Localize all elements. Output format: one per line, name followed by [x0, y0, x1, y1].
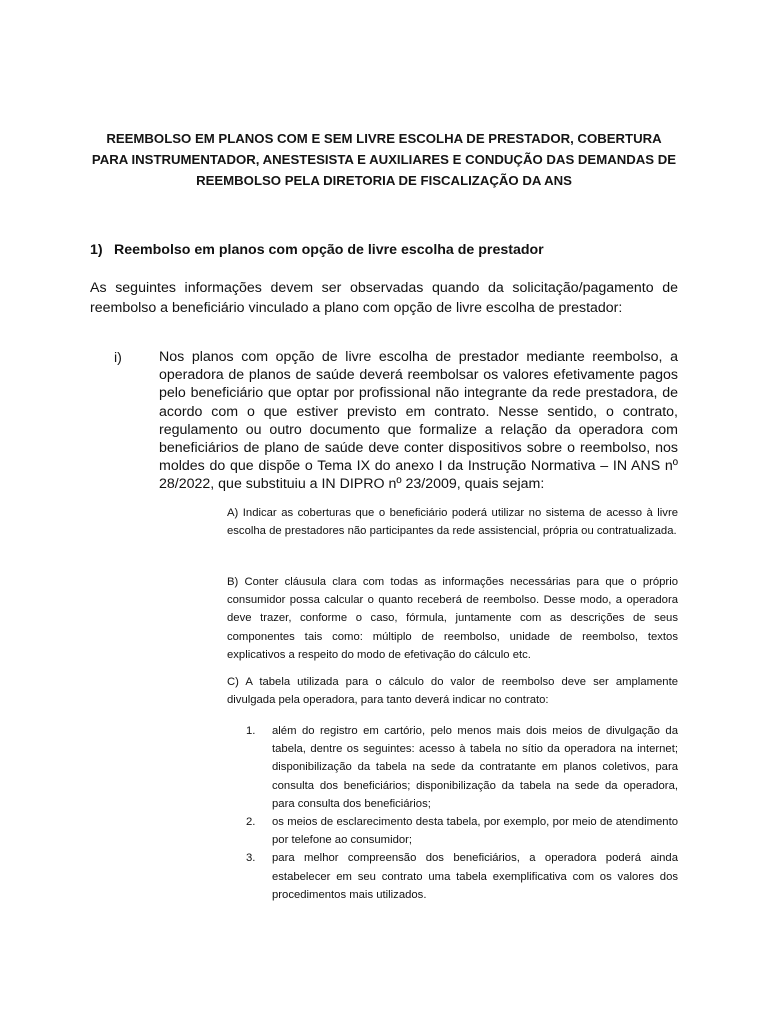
list-item-number: 1. — [246, 725, 256, 737]
item-paragraph: Nos planos com opção de livre escolha de prestador mediante reembolso, a operadora de planos de saúde deverá reembolsar os valores efetivamente pagos pelo beneficiário que optar por profissional não integrante da rede prestadora, de acordo com o que estiver previsto em contrato. Nesse sentido, o contrato, regulamento ou outro documento que formalize a relação da operadora com beneficiários de plano de saúde deve conter dispositivos sobre o reembolso, nos moldes do que dispõe o Tema IX do anexo I da Instrução Normativa – IN ANS nº 28/2022, que substituiu a IN DIPRO nº 23/2009, quais sejam: — [159, 349, 678, 493]
intro-paragraph: As seguintes informações devem ser observadas quando da solicitação/pagamento de reembolso a beneficiário vinculado a plano com opção de livre escolha de prestador: — [90, 280, 678, 316]
list-item-number: 3. — [246, 852, 256, 865]
quote-paragraph-b: B) Conter cláusula clara com todas as informações necessárias para que o próprio consumidor possa calcular o quanto receberá de reembolso. Desse modo, a operadora deve trazer, conforme o caso, fórmula, juntamente com as descrições de seus componentes tais como: múltiplo de reembolso, unidade de reembolso, textos explicativos a respeito do modo de efetivação do cálculo etc. — [227, 576, 678, 661]
document-title: REEMBOLSO EM PLANOS COM E SEM LIVRE ESCOLHA DE PRESTADOR, COBERTURA PARA INSTRUMENTADOR, ANESTESISTA E AUXILIARES E CONDUÇÃO DAS DEMANDAS DE REEMBOLSO PELA DIRETORIA DE FISCALIZAÇÃO DA ANS — [91, 131, 677, 188]
list-item-text: os meios de esclarecimento desta tabela, por exemplo, por meio de atendimento por telefone ao consumidor; — [272, 816, 678, 847]
list-item — [246, 722, 678, 813]
list-item-number: 2. — [246, 816, 256, 829]
section-heading — [90, 240, 690, 260]
list-item-text: além do registro em cartório, pelo menos mais dois meios de divulgação da tabela, dentre os seguintes: acesso à tabela no sítio da operadora na internet; disponibilização da tabela na sede da contratante em planos coletivos, para consulta dos beneficiários; disponibilização da tabela na sede da operadora, para consulta dos beneficiários; — [272, 725, 678, 810]
numbered-list — [246, 722, 678, 904]
quote-paragraph-c: C) A tabela utilizada para o cálculo do valor de reembolso deve ser amplamente divulgada pela operadora, para tanto deverá indicar no contrato: — [227, 676, 678, 707]
list-item — [246, 813, 678, 849]
item-marker: i) — [114, 350, 122, 366]
list-item — [246, 849, 678, 904]
list-item-text: para melhor compreensão dos beneficiários, a operadora poderá ainda estabelecer em seu contrato uma tabela exemplificativa com os valores dos procedimentos mais utilizados. — [272, 852, 678, 901]
quote-paragraph-a: A) Indicar as coberturas que o beneficiário poderá utilizar no sistema de acesso à livre escolha de prestadores não participantes da rede assistencial, própria ou contratualizada. — [227, 507, 678, 538]
section-heading-text: Reembolso em planos com opção de livre escolha de prestador — [114, 242, 544, 258]
section-number: 1) — [90, 242, 103, 258]
